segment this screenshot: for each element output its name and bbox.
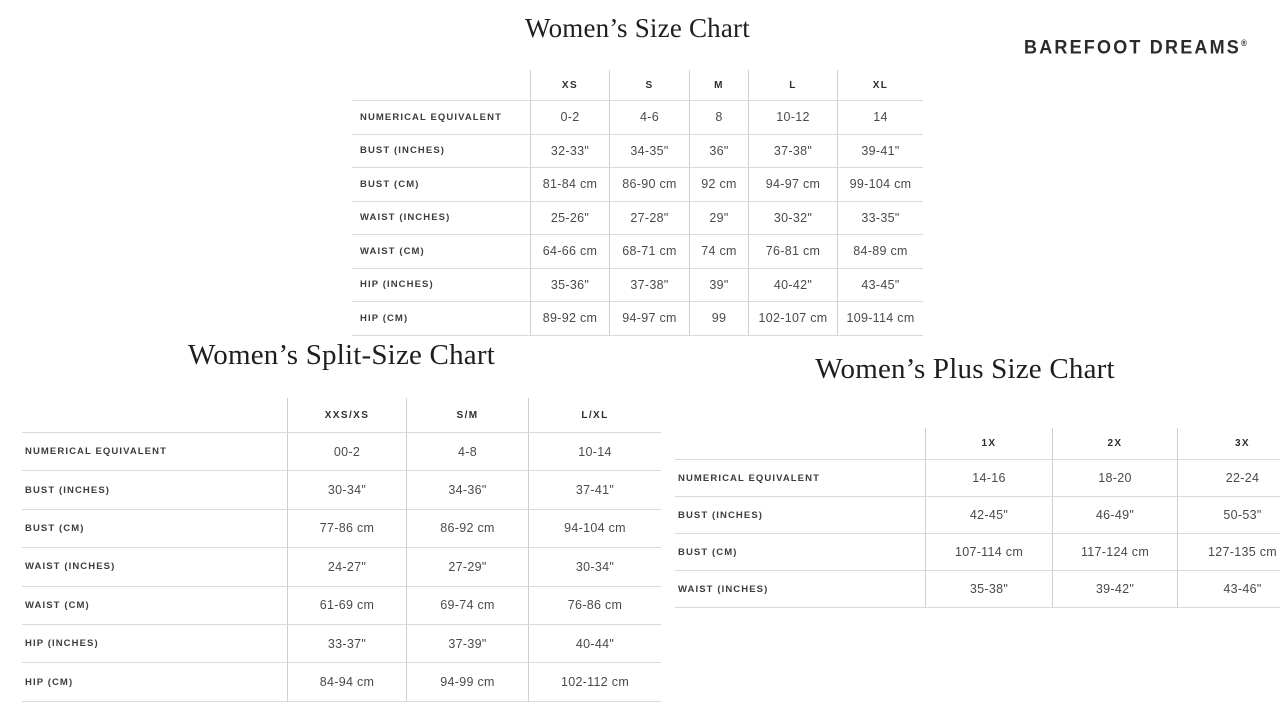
table-cell: 99 [689, 302, 748, 336]
row-label: BUST (CM) [22, 510, 287, 548]
table-cell: 37-41" [528, 471, 661, 509]
table-cell: 99-104 cm [837, 168, 923, 202]
table-cell: 4-8 [406, 433, 528, 471]
table-cell: 76-86 cm [528, 587, 661, 625]
table-cell: 10-12 [748, 101, 837, 135]
row-label: WAIST (CM) [22, 587, 287, 625]
table-cell: 81-84 cm [530, 168, 609, 202]
table-cell: 84-94 cm [287, 663, 406, 701]
row-label: BUST (INCHES) [675, 497, 925, 534]
table-cell: 39-42" [1052, 571, 1177, 608]
table-cell: 39" [689, 269, 748, 303]
row-label: BUST (CM) [352, 168, 530, 202]
table-cell: 18-20 [1052, 460, 1177, 497]
women-split-size-chart-title: Women’s Split-Size Chart [188, 339, 495, 371]
table-cell: 127-135 cm [1177, 534, 1280, 571]
women-size-chart-table [352, 70, 923, 336]
table-cell: 33-35" [837, 202, 923, 236]
table-cell: 27-29" [406, 548, 528, 586]
row-label: BUST (INCHES) [22, 471, 287, 509]
table-cell: 4-6 [609, 101, 689, 135]
women-size-chart-title: Women’s Size Chart [525, 13, 750, 43]
row-label: HIP (CM) [352, 302, 530, 336]
table-cell: 61-69 cm [287, 587, 406, 625]
table-cell: 25-26" [530, 202, 609, 236]
women-plus-size-chart-title: Women’s Plus Size Chart [815, 353, 1115, 385]
size-column-header: XS [530, 70, 609, 101]
table-cell: 84-89 cm [837, 235, 923, 269]
table-cell: 40-42" [748, 269, 837, 303]
table-cell: 39-41" [837, 135, 923, 169]
table-cell: 35-38" [925, 571, 1052, 608]
table-corner-cell [352, 70, 530, 101]
size-column-header: XXS/XS [287, 398, 406, 433]
row-label: WAIST (INCHES) [675, 571, 925, 608]
table-cell: 69-74 cm [406, 587, 528, 625]
table-cell: 102-112 cm [528, 663, 661, 701]
registered-trademark-icon: ® [1241, 38, 1247, 49]
table-cell: 92 cm [689, 168, 748, 202]
table-cell: 43-46" [1177, 571, 1280, 608]
size-column-header: L [748, 70, 837, 101]
logo-text: BAREFOOT DREAMS [1024, 35, 1241, 58]
table-cell: 14 [837, 101, 923, 135]
size-column-header: 2X [1052, 428, 1177, 460]
table-cell: 32-33" [530, 135, 609, 169]
table-cell: 0-2 [530, 101, 609, 135]
size-column-header: 3X [1177, 428, 1280, 460]
table-cell: 22-24 [1177, 460, 1280, 497]
table-cell: 34-36" [406, 471, 528, 509]
table-cell: 27-28" [609, 202, 689, 236]
table-cell: 29" [689, 202, 748, 236]
table-cell: 86-92 cm [406, 510, 528, 548]
table-cell: 46-49" [1052, 497, 1177, 534]
table-cell: 30-34" [287, 471, 406, 509]
row-label: BUST (INCHES) [352, 135, 530, 169]
table-cell: 00-2 [287, 433, 406, 471]
row-label: NUMERICAL EQUIVALENT [22, 433, 287, 471]
table-cell: 8 [689, 101, 748, 135]
barefoot-dreams-logo [1024, 36, 1247, 59]
table-corner-cell [22, 398, 287, 433]
table-cell: 14-16 [925, 460, 1052, 497]
table-cell: 34-35" [609, 135, 689, 169]
row-label: WAIST (CM) [352, 235, 530, 269]
table-cell: 42-45" [925, 497, 1052, 534]
table-cell: 37-39" [406, 625, 528, 663]
table-cell: 24-27" [287, 548, 406, 586]
table-cell: 35-36" [530, 269, 609, 303]
table-cell: 40-44" [528, 625, 661, 663]
table-cell: 30-32" [748, 202, 837, 236]
table-cell: 77-86 cm [287, 510, 406, 548]
table-cell: 30-34" [528, 548, 661, 586]
size-column-header: L/XL [528, 398, 661, 433]
table-cell: 89-92 cm [530, 302, 609, 336]
table-cell: 86-90 cm [609, 168, 689, 202]
table-cell: 36" [689, 135, 748, 169]
row-label: WAIST (INCHES) [352, 202, 530, 236]
table-cell: 102-107 cm [748, 302, 837, 336]
table-cell: 94-97 cm [748, 168, 837, 202]
table-cell: 50-53" [1177, 497, 1280, 534]
row-label: WAIST (INCHES) [22, 548, 287, 586]
table-cell: 64-66 cm [530, 235, 609, 269]
row-label: HIP (CM) [22, 663, 287, 701]
table-cell: 37-38" [748, 135, 837, 169]
size-column-header: S/M [406, 398, 528, 433]
table-cell: 74 cm [689, 235, 748, 269]
women-plus-size-chart-table [675, 428, 1280, 608]
table-cell: 107-114 cm [925, 534, 1052, 571]
table-corner-cell [675, 428, 925, 460]
size-column-header: M [689, 70, 748, 101]
table-cell: 43-45" [837, 269, 923, 303]
table-cell: 68-71 cm [609, 235, 689, 269]
table-cell: 37-38" [609, 269, 689, 303]
size-column-header: XL [837, 70, 923, 101]
size-column-header: 1X [925, 428, 1052, 460]
women-split-size-chart-table [22, 398, 661, 702]
table-cell: 33-37" [287, 625, 406, 663]
row-label: HIP (INCHES) [352, 269, 530, 303]
table-cell: 94-104 cm [528, 510, 661, 548]
table-cell: 94-97 cm [609, 302, 689, 336]
table-cell: 117-124 cm [1052, 534, 1177, 571]
row-label: HIP (INCHES) [22, 625, 287, 663]
table-cell: 10-14 [528, 433, 661, 471]
table-cell: 109-114 cm [837, 302, 923, 336]
table-cell: 76-81 cm [748, 235, 837, 269]
row-label: NUMERICAL EQUIVALENT [675, 460, 925, 497]
table-cell: 94-99 cm [406, 663, 528, 701]
size-column-header: S [609, 70, 689, 101]
row-label: NUMERICAL EQUIVALENT [352, 101, 530, 135]
row-label: BUST (CM) [675, 534, 925, 571]
